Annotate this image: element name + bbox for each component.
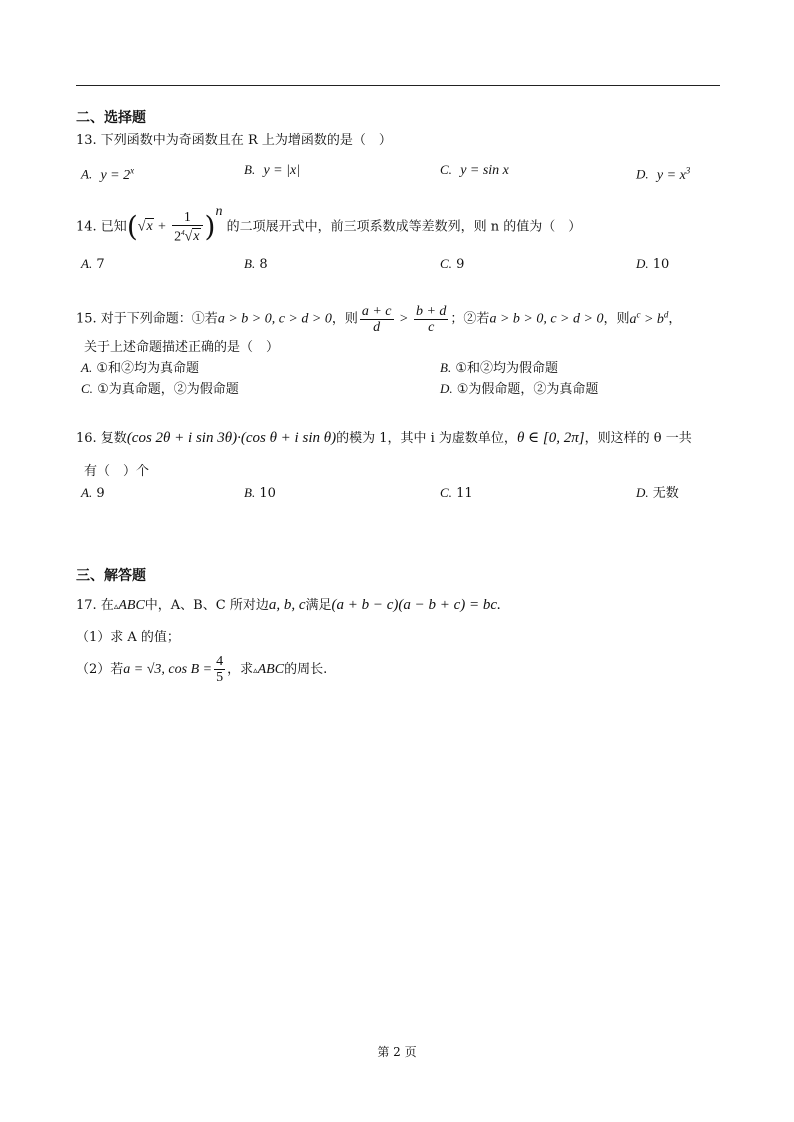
fraction-four-fifths: $\frac{4}{5}$ — [216, 654, 224, 685]
section-title: 二、选择题 — [76, 110, 146, 126]
q15-option-a: A. ①和②均为真命题 — [81, 360, 199, 376]
fraction-a-plus-c-over-d: $\frac{a + c}{d}$ — [361, 303, 392, 335]
q14-option-a: A. 7 — [81, 256, 105, 272]
q15-option-d: D. ①为假命题，②为真命题 — [440, 381, 599, 397]
question-14-stem: 14. 已知(√x + $\frac{1}{2^4√x}$ )$^n$ 的二项展开式中，前三项系数成等差数列，则 n 的值为（ ） — [76, 204, 582, 245]
fraction-b-plus-d-over-c: $\frac{b + d}{c}$ — [415, 303, 447, 335]
q16-option-b: B. 10 — [244, 485, 276, 501]
question-15-line2: 关于上述命题描述正确的是（ ） — [84, 340, 280, 355]
q13-option-b: B. y = |x| — [244, 162, 301, 178]
question-17-stem: 17. 在▵ABC中，A、B、C 所对边a, b, c满足(a + b − c)(a − b + c) = bc. — [76, 597, 501, 613]
question-15-stem: 15. 对于下列命题：①若a > b > 0, c > d > 0，则 $\frac{a + c}{d}$ > $\frac{b + d}{c}$ ；②若a > b > 0, c > d > 0，则$a^c > b^d$， — [76, 303, 682, 335]
q15-option-b: B. ①和②均为假命题 — [440, 360, 558, 376]
question-17-part1: （1）求 A 的值； — [76, 630, 180, 645]
question-17-part2: （2）若a = √3, cos B = $\frac{4}{5}$ ，求▵ABC的周长. — [76, 654, 328, 685]
fraction-one-over-root: $\frac{1}{2^4√x}$ — [172, 210, 202, 245]
q16-option-a: A. 9 — [81, 485, 105, 501]
question-16-line2: 有（ ）个 — [84, 464, 150, 479]
q16-option-c: C. 11 — [440, 485, 473, 501]
q14-option-c: C. 9 — [440, 256, 465, 272]
question-13-stem: 13. 下列函数中为奇函数且在 R 上为增函数的是（ ） — [76, 133, 392, 148]
q14-option-b: B. 8 — [244, 256, 268, 272]
q13-option-c: C. y = sin x — [440, 162, 509, 178]
q13-option-d: D. $y = x^3$ — [636, 165, 691, 183]
question-16-stem: 16. 复数(cos 2θ + i sin 3θ)·(cos θ + i sin θ)的模为 1，其中 i 为虚数单位，θ ∈ [0, 2π]，则这样的 θ 一共 — [76, 430, 692, 446]
triangle-icon: ▵ — [113, 602, 119, 612]
q13-option-a: A. $y = 2^x$ — [81, 165, 135, 183]
q14-option-d: D. 10 — [636, 256, 670, 272]
section-title: 三、解答题 — [76, 568, 146, 584]
q16-option-d: D. 无数 — [636, 485, 679, 501]
triangle-icon: ▵ — [253, 666, 258, 676]
page-number: 第 2 页 — [377, 1045, 417, 1059]
q15-option-c: C. ①为真命题，②为假命题 — [81, 381, 239, 397]
header-rule — [76, 85, 720, 86]
